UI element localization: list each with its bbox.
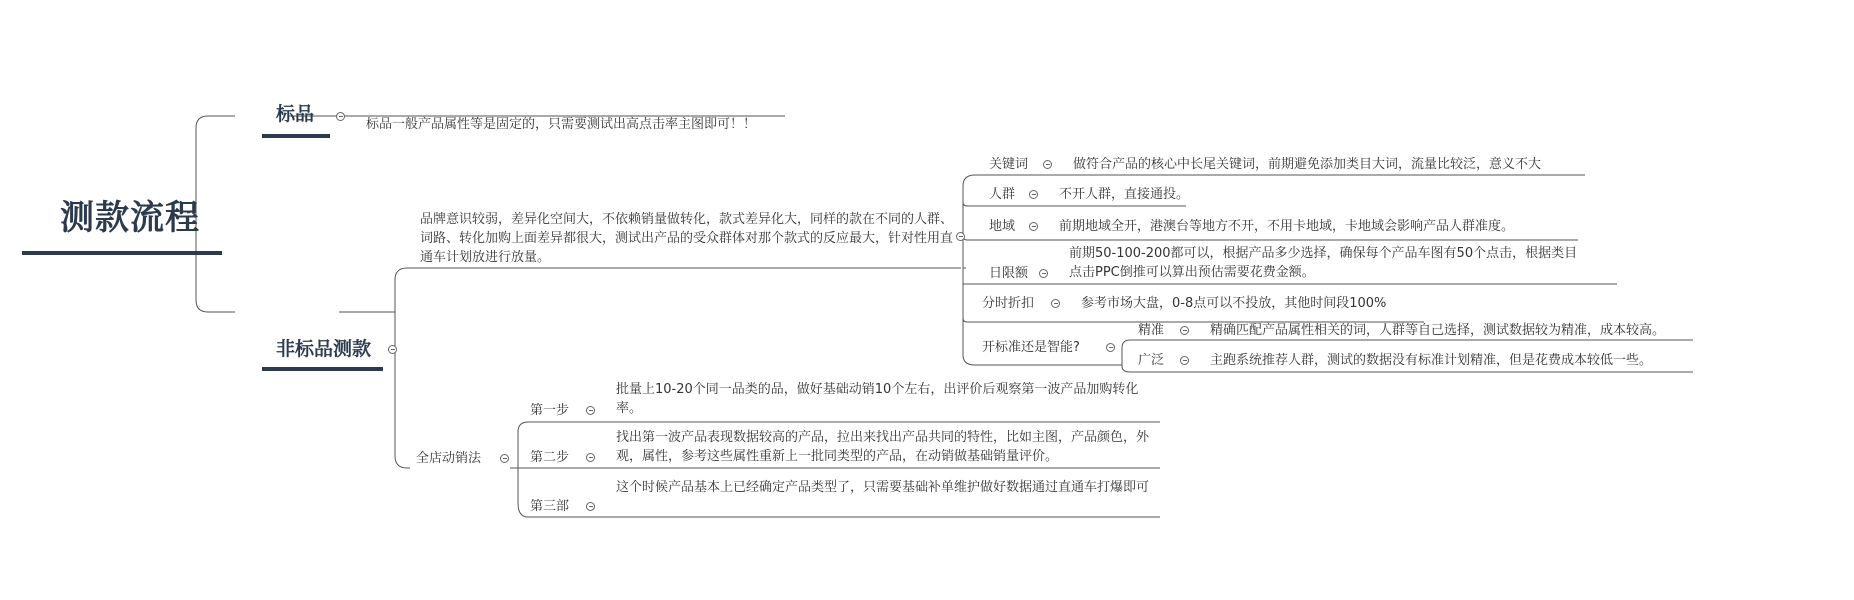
setting-time-discount-desc: 参考市场大盘，0-8点可以不投放，其他时间段100%	[1081, 296, 1387, 311]
step-1-desc: 批量上10-20个同一品类的品，做好基础动销10个左右，出评价后观察第一波产品加购转化率。	[616, 382, 1139, 416]
plan-broad-label[interactable]: 广泛	[1138, 353, 1165, 368]
setting-plan-type-label[interactable]: 开标准还是智能?	[982, 340, 1080, 355]
setting-daily-budget-label[interactable]: 日限额	[989, 266, 1029, 281]
setting-audience-desc: 不开人群，直接通投。	[1059, 187, 1190, 202]
step-3-desc: 这个时候产品基本上已经确定产品类型了，只需要基础补单维护做好数据通过直通车打爆即可	[616, 480, 1150, 495]
collapse-toggle-icon[interactable]	[1180, 356, 1189, 365]
nonstandard-intro: 品牌意识较弱，差异化空间大，不依赖销量做转化，款式差异化大，同样的款在不同的人群、词路、转化加购上面差异都很大，测试出产品的受众群体对那个款式的反应最大，针对性用直通车计划放进行放量。	[420, 212, 954, 265]
step-3-label[interactable]: 第三部	[530, 499, 570, 514]
branch-nonstandard-label[interactable]: 非标品测款	[276, 338, 372, 360]
collapse-toggle-icon[interactable]	[500, 454, 509, 463]
collapse-toggle-icon[interactable]	[1051, 299, 1060, 308]
standard-description: 标品一般产品属性等是固定的，只需要测试出高点击率主图即可！！	[366, 117, 757, 132]
collapse-toggle-icon[interactable]	[1043, 160, 1052, 169]
collapse-toggle-icon[interactable]	[388, 345, 397, 354]
step-1-label[interactable]: 第一步	[530, 403, 570, 418]
collapse-toggle-icon[interactable]	[336, 112, 345, 121]
collapse-toggle-icon[interactable]	[586, 502, 595, 511]
step-2-label[interactable]: 第二步	[530, 450, 570, 465]
root-title: 测款流程	[60, 198, 200, 238]
setting-keyword-desc: 做符合产品的核心中长尾关键词，前期避免添加类目大词，流量比较泛，意义不大	[1073, 157, 1542, 172]
collapse-toggle-icon[interactable]	[1180, 326, 1189, 335]
collapse-toggle-icon[interactable]	[1029, 190, 1038, 199]
setting-region-desc: 前期地域全开，港澳台等地方不开，不用卡地域，卡地域会影响产品人群准度。	[1059, 219, 1515, 234]
step-2-desc: 找出第一波产品表现数据较高的产品，拉出来找出产品共同的特性，比如主图，产品颜色，外观，属性，参考这些属性重新上一批同类型的产品，在动销做基础销量评价。	[616, 430, 1150, 464]
collapse-toggle-icon[interactable]	[586, 406, 595, 415]
plan-exact-label[interactable]: 精准	[1138, 323, 1165, 338]
setting-region-label[interactable]: 地域	[989, 219, 1016, 234]
setting-daily-budget-desc: 前期50-100-200都可以，根据产品多少选择，确保每个产品车图有50个点击，根据类目点击PPC倒推可以算出预估需要花费金额。	[1069, 246, 1578, 280]
plan-broad-desc: 主跑系统推荐人群，测试的数据没有标准计划精准，但是花费成本较低一些。	[1210, 353, 1653, 368]
collapse-toggle-icon[interactable]	[956, 232, 965, 241]
collapse-toggle-icon[interactable]	[1039, 269, 1048, 278]
collapse-toggle-icon[interactable]	[586, 453, 595, 462]
setting-keyword-label[interactable]: 关键词	[989, 157, 1029, 172]
collapse-toggle-icon[interactable]	[1106, 343, 1115, 352]
branch-standard-label[interactable]: 标品	[276, 103, 315, 125]
collapse-toggle-icon[interactable]	[1029, 222, 1038, 231]
plan-exact-desc: 精确匹配产品属性相关的词，人群等自己选择，测试数据较为精准，成本较高。	[1210, 323, 1666, 338]
store-test-label[interactable]: 全店动销法	[416, 451, 482, 466]
setting-time-discount-label[interactable]: 分时折扣	[982, 296, 1035, 311]
setting-audience-label[interactable]: 人群	[989, 187, 1016, 202]
